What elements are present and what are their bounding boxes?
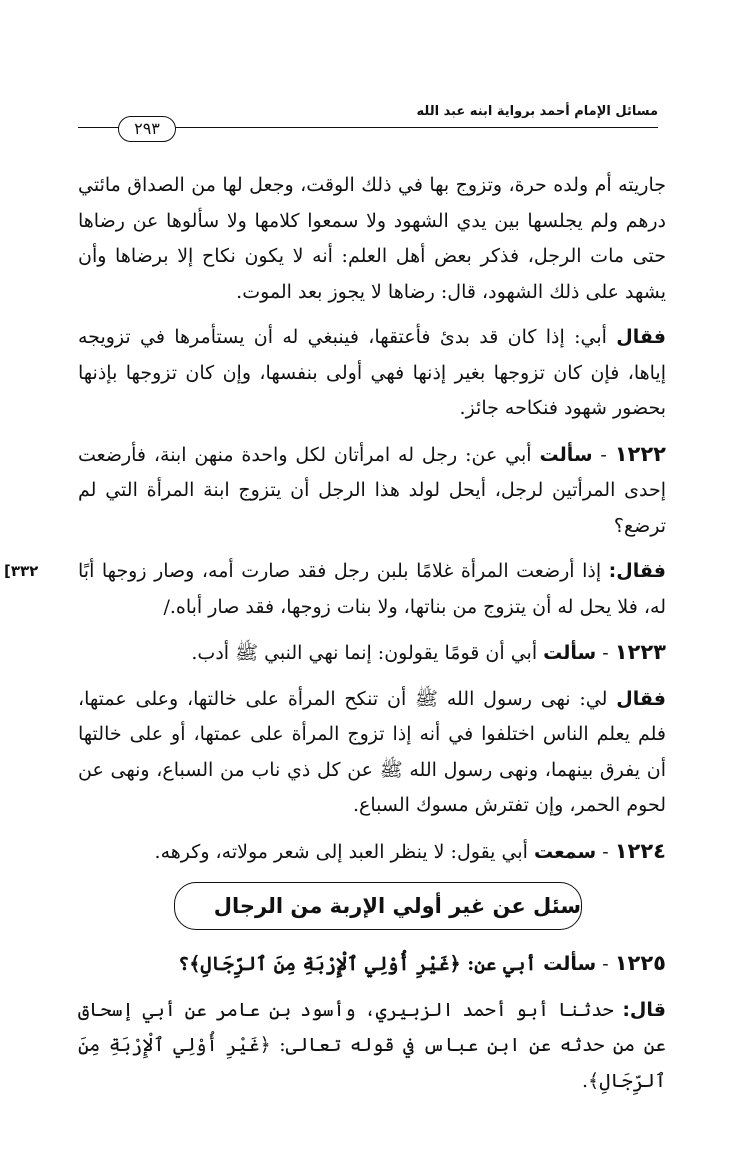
paragraph-text: حدثنا أبو أحمد الزبيري، وأسود بن عامر عن أبي إسحاق عن من حدثه عن ابن عباس في قوله تعالى: ﴿غَيْرِ أُوْلِي ٱلْإِرْبَةِ مِنَ ٱلرِّجَالِ﴾.	[78, 998, 666, 1092]
body-text	[78, 168, 666, 1109]
paragraph-text: جاريته أم ولده حرة، وتزوج بها في ذلك الوقت، وجعل لها من الصداق مائتي درهم ولم يجلسها بين يدي الشهود ولا سمعوا كلامها ولا سألوها عن رضاها حتى مات الرجل، فذكر بعض أهل العلم: أنه لا يكون نكاح إلا برضاها وأن يشهد على ذلك الشهود، قال: رضاها لا يجوز بعد الموت.	[78, 174, 666, 303]
paragraph-lead: فقال:	[608, 560, 666, 582]
paragraph-text: أبي عن: رجل له امرأتان لكل واحدة منهن ابنة، فأرضعت إحدى المرأتين لرجل، أيحل لولد هذا الرجل أن يتزوج ابنة المرأة التي لم ترضع؟	[78, 443, 666, 537]
paragraph-question-1225: ١٢٢٥ - سألت أبي عن: ﴿غَيْرِ أُوْلِي ٱلْإِرْبَةِ مِنَ ٱلرِّجَالِ﴾؟	[178, 951, 666, 975]
paragraph-continuation	[78, 168, 666, 310]
paragraph-text: أبي: إذا كان قد بدئ فأعتقها، فينبغي له أن يستأمرها في تزويجه إياها، فإن كان تزوجها بغير إذنها فهي أولى بنفسها، وإن كان تزوجها بإذنها بحضور شهود فنكاحه جائز.	[78, 326, 666, 419]
paragraph-lead: سألت	[539, 443, 593, 466]
paragraph-answer	[78, 554, 666, 625]
paragraph-text: إذا أرضعت المرأة غلامًا بلبن رجل فقد صارت أمه، وصار زوجها أبًا له، فلا يحل له أن يتزوج من بناتها، ولا بنات زوجها، فقد صار أباه./	[78, 560, 666, 618]
paragraph-lead: قال:	[622, 998, 666, 1021]
paragraph-question-1224: ١٢٢٤ - سمعت أبي يقول: لا ينظر العبد إلى شعر مولاته، وكرهه.	[154, 838, 666, 863]
issue-number: ١٢٢٣	[614, 640, 666, 664]
paragraph-text: أبي عن: ﴿غَيْرِ أُوْلِي ٱلْإِرْبَةِ مِنَ ٱلرِّجَالِ﴾؟	[178, 953, 544, 975]
paragraph-question-1222: ١٢٢٢ - سألت أبي عن: رجل له امرأتان لكل واحدة منهن ابنة، فأرضعت إحدى المرأتين لرجل، أيحل لولد هذا الرجل أن يتزوج ابنة المرأة التي لم ترضع؟	[78, 441, 667, 537]
paragraph-lead: فقال	[616, 326, 666, 348]
paragraph-lead: سمعت	[533, 840, 597, 863]
running-header: مسائل الإمام أحمد برواية ابنه عبد الله	[416, 104, 658, 119]
issue-number: ١٢٢٢	[614, 441, 667, 466]
issue-number: ١٢٢٥	[614, 951, 666, 975]
paragraph-answer	[78, 682, 666, 824]
paragraph-lead: سألت	[543, 953, 597, 975]
paragraph-lead: فقال	[616, 687, 666, 710]
section-title-box: سئل عن غير أولي الإربة من الرجال	[174, 882, 582, 930]
paragraph-lead: سألت	[543, 642, 597, 664]
paragraph-answer	[78, 320, 666, 427]
issue-number: ١٢٢٤	[614, 838, 666, 863]
paragraph-text: أبي أن قومًا يقولون: إنما نهي النبي ﷺ أدب.	[191, 642, 544, 664]
paragraph-question-1223: ١٢٢٣ - سألت أبي أن قومًا يقولون: إنما نهي النبي ﷺ أدب.	[191, 640, 666, 664]
paragraph-answer	[78, 993, 666, 1100]
paragraph-text: أبي يقول: لا ينظر العبد إلى شعر مولاته، وكرهه.	[154, 840, 534, 863]
margin-note: [٣٣٢	[4, 562, 39, 580]
paragraph-text: لي: نهى رسول الله ﷺ أن تنكح المرأة على خالتها، وعلى عمتها، فلم يعلم الناس اختلفوا في أنه إذا تزوج المرأة على عمتها، أو على خالتها أن يفرق بينهما، ونهى رسول الله ﷺ عن كل ذي ناب من السباع، ونهى عن لحوم الحمر، وإن تفترش مسوك السباع.	[78, 687, 666, 816]
page-number: ٢٩٣	[118, 116, 176, 142]
